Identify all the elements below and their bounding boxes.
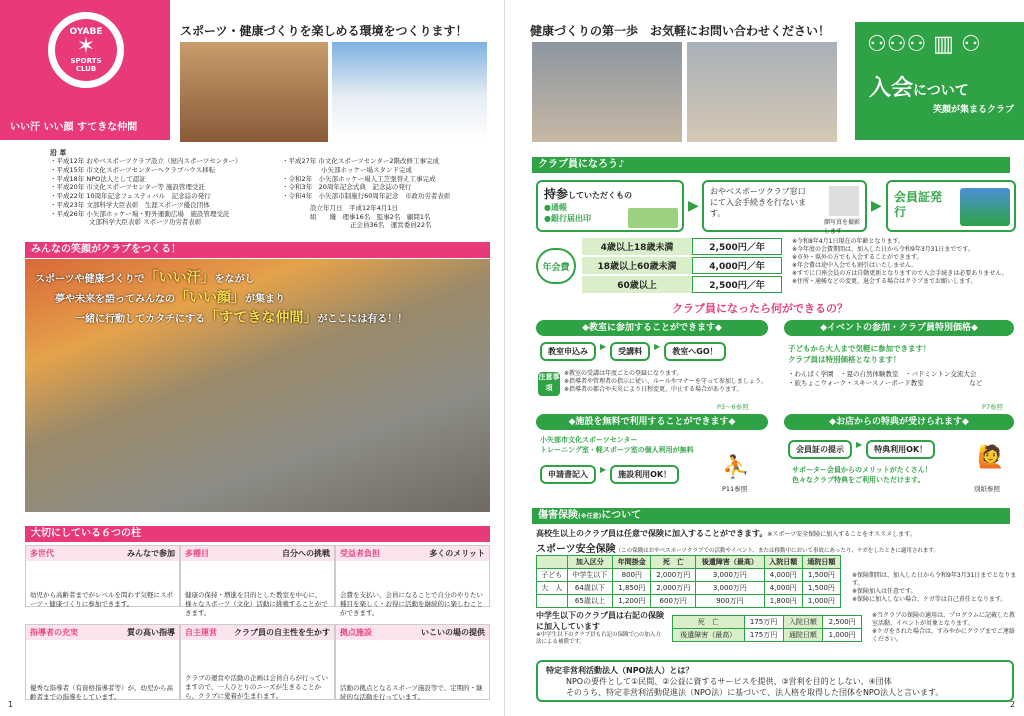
insurance-line: 高校生以上のクラブ員は任意で保険に加入することができます。※スポーツ安全保険に加入することをオススメします。 <box>536 529 916 538</box>
shop-steps: 会員証の提示 ▶ 特典利用OK！ <box>788 440 935 459</box>
facility-ref: P11参照 <box>722 485 748 493</box>
history-item: ・平成12年 おやベスポーツクラブ設立（屋内スポーツセンター） <box>50 157 242 165</box>
bankbook-icon <box>628 208 678 228</box>
history-item: ・平成23年 文部科学大臣表彰 生涯スポーツ優良団体 <box>50 200 210 209</box>
facility-title: ◆施設を無料で利用することができます◆ <box>536 414 768 430</box>
portrait-icon <box>829 186 859 216</box>
history-item: ・令和4年 小矢部市制施行60周年記念 市政功労者表彰 <box>282 192 451 201</box>
npo-line-2: そのうち、特定非営利活動促進法（NPO法）に基づいて、法人格を取得した団体をNPO法人と言います。 <box>566 688 944 697</box>
join-title-small: について <box>913 83 969 99</box>
card-raise-icon: 🙋 <box>977 445 1005 470</box>
pillar-card: 拠点施設 いこいの場の提供 活動の拠点となるスポーツ施設等で、定期的・継続的な活動を行っています。 <box>335 624 490 700</box>
runner-icon: ✶ <box>76 34 96 59</box>
left-headline: スポーツ・健康づくりを楽しめる環境をつくります！ <box>180 24 468 38</box>
members: 正会員36名 運営委員22名 <box>350 221 432 230</box>
history-item: ・平成18年 NPO法人として認証 <box>50 174 146 183</box>
history-item: ・平成27年 市文化スポーツセンター2階改修工事完成 <box>282 157 439 165</box>
page-number: 1 <box>8 700 14 709</box>
insurance-plan: スポーツ安全保険（この保険はおやベスポーツクラブでの活動やイベント、または移動中において事故にあったり、ケガをしたときに適用されます。 <box>536 544 939 555</box>
class-steps: 教室申込み ▶ 受講料 ▶ 教室へGO！ <box>540 342 726 361</box>
right-page <box>512 0 1024 716</box>
facility-steps: 申請書記入 ▶ 施設利用OK！ <box>540 465 679 484</box>
right-headline: 健康づくりの第一歩 お気軽にお問い合わせください！ <box>530 24 831 38</box>
facility-lines: 小矢部市文化スポーツセンター トレーニング室・軽スポーツ室の個人利用が無料 <box>540 436 694 454</box>
history-item: 文部科学大臣表彰 スポーツ功労者表彰 <box>50 218 202 227</box>
pillar-card: 受益者負担 多くのメリット 会費を支払い、会員になることで自分のやりたい種目を楽しく・お得に活動を継続的に楽しむことができます。 <box>335 545 490 607</box>
join-block <box>855 22 1024 140</box>
logo-top: OYABE <box>69 27 103 37</box>
bring-box: 持参していただくもの ●通帳 ●銀行届出印 <box>536 180 684 232</box>
slogan-line-3: 一緒に行動してカタチにする「すてきな仲間」がここには有る！！ <box>75 310 408 326</box>
club-insurance-side: ※当クラブの保険の適用は、プログラムに記載した教室活動、イベントが対象となります。 ※ケガをされた場合は、すみやかにクラブまでご連絡ください。 <box>872 612 1015 644</box>
founded-date: 設立年月日 平成12年4月1日 <box>310 203 399 212</box>
left-page <box>0 0 505 716</box>
club-logo <box>48 12 124 88</box>
insurance-side-notes: ※保険期間は、加入した日から令和9年3月31日までとなります。 ※保険加入は任意です。 ※保険に加入しない場合、ケガ等は自己責任となります。 <box>852 572 1017 604</box>
fee-table: 4歳以上18歳未満 2,500円／年 18歳以上60歳未満 4,000円／年 60歳以上 2,500円／年 <box>582 238 782 293</box>
shop-title: ◆お店からの特典が受けられます◆ <box>784 414 1014 430</box>
join-title-big: 入会 <box>869 76 914 101</box>
event-items: ・わんぱく学園 ・夏の自然体験教室 ・バドミントン交流大会 ・旅ちょこウォーク・スキースノーボード教室 など <box>788 370 983 387</box>
npo-line-1: NPOの要件として①民間、②公益に資するサービスを提供、③営利を目的としない、④団体 <box>566 677 892 686</box>
people-icon: ⚇⚇⚇ ▥ ⚇ <box>867 32 981 57</box>
class-title: ◆教室に参加することができます◆ <box>536 320 768 336</box>
treadmill-icon: ⛹ <box>722 455 750 480</box>
organization: 組 織 理事16名 監事2名 顧問1名 <box>310 212 431 221</box>
insurance-banner: 傷害保険(※任意)について <box>532 508 1010 524</box>
class-ref: P3～6参照 <box>717 403 749 411</box>
member-card-icon <box>960 188 1010 226</box>
logo-block <box>0 0 170 140</box>
ski-photo <box>332 42 487 142</box>
group-photo <box>25 259 490 512</box>
shop-lines: サポーター会員からのメリットがたくさん！ 色々なクラブ特典をご利用いただけます。 <box>792 466 932 484</box>
history-list-b <box>282 157 497 230</box>
club-insurance-table: 死 亡 175万円 入院日額 2,500円 後遺障害（最高） 175万円 通院日額 1,000円 <box>672 615 862 642</box>
history-item: ・令和2年 小矢部ホッケー場人工芝張替え工事完成 <box>282 174 436 183</box>
pillars-banner: 大切にしている６つの柱 <box>25 526 490 542</box>
pillar-card: 自主運営 クラブ員の自主性を生かす クラブの運営や活動の企画は会員自らが行っていますので、一人ひとりのニーズが生きることから、クラブに愛着が生まれます。 <box>180 624 335 700</box>
history-item: 小矢部ホッケー場スタンド完成 <box>282 165 412 174</box>
pillar-card: 多種目 自分への挑戦 健康の保持・増進を目的とした教室を中心に、様々なスポーツ（文化）活動に挑戦することができます。 <box>180 545 335 607</box>
fee-notes: ※令和8年4月1日現在の年齢となります。 ※今年度の会費期間は、加入した日から令和9年3月31日までです。 ※市外・県外の方でも入会することができます。 ※年会費は途中入会でも割引はいたしません。 ※すでに口座会員の方は自動更新となりますので入会手続きは必要ありません。 ※住所・通帳などの変更、退会する場合はクラブまでお願いします。 <box>792 238 1008 286</box>
can-do-title: クラブ員になったら何ができるの？ <box>672 302 848 315</box>
npo-title: 特定非営利活動法人（NPO法人）とは？ <box>546 666 694 675</box>
pillar-card: 指導者の充実 質の高い指導 優秀な指導者（有資格指導者等）が、幼児から高齢者までの指導をしています。 <box>25 624 180 700</box>
club-tagline: いい汗 いい顔 すてきな仲間 <box>10 122 138 133</box>
page-number: 2 <box>1010 700 1016 709</box>
members-photo-2 <box>687 42 837 142</box>
slogan-line-2: 夢や未来を語ってみんなの「いい顔」が集まり <box>55 290 285 306</box>
logo-mid: SPORTS <box>70 57 102 65</box>
history-list-a <box>50 157 280 227</box>
card-box: 会員証発行 <box>886 180 1016 232</box>
history-title: 沿 革 <box>50 149 67 157</box>
club-insurance-note: ※中学生以下のクラブ員も右記の保険で○の加入方法による補償です。 <box>536 632 661 646</box>
event-title: ◆イベントの参加・クラブ員特別価格◆ <box>784 320 1014 336</box>
members-photo-1 <box>532 42 682 142</box>
logo-bottom: CLUB <box>75 65 97 73</box>
bring-item: ●銀行届出印 <box>544 214 591 223</box>
bring-item: ●通帳 <box>544 203 567 212</box>
history-item: ・平成15年 市文化スポーツセンターへクラブハウス移転 <box>50 165 216 174</box>
history-item: ・平成20年 市文化スポーツセンター等 施設管理受託 <box>50 183 205 192</box>
club-insurance-title: 中学生以下のクラブ員は右記の保険に加入しています <box>536 611 664 631</box>
fee-label: 年会費 <box>536 248 576 284</box>
reception-box: おやベスポーツクラブ窓口にて入会手続きを行ないます。 顔写真を撮影します <box>702 180 867 232</box>
pillar-card: 多世代 みんなで参加 幼児から高齢者までがレベルを問わず気軽にスポーツ・健康づくりに参加できます。 <box>25 545 180 607</box>
note-label: 注意事項 <box>538 372 560 396</box>
history-item: ・平成22年 10周年記念フェスティバル 記念誌の発行 <box>50 192 211 201</box>
history-item: ・令和3年 20周年記念式典 記念誌の発行 <box>282 183 412 192</box>
slogan-line-1: スポーツや健康づくりで「いい汗」をながし <box>35 270 255 286</box>
history-item: ・平成26年 小矢部ホッケー場・野外運動広場 施設管理受託 <box>50 209 230 218</box>
join-sub: 笑顔が集まるクラブ <box>932 105 1014 115</box>
shop-ref: 別紙参照 <box>974 485 1000 493</box>
event-ref: P7参照 <box>982 403 1004 411</box>
class-notes: ※教室の受講は年度ごとの登録になります。 ※指導者や管理者の指示に従い、ルールやマナーを守って参加しましょう。 ※指導者の都合や天災により日程変更、中止する場合があります。 <box>564 370 767 394</box>
insurance-table: 加入区分 年間掛金 死 亡 後遺障害（最高） 入院日額 通院日額 子ども 中学生以下 800円 2,000万円 3,000万円 4,000円 1,500円 大 人 64歳以下 1,850円 2,000万円 3,000万円 4,000円 1,500円 65歳以上 1,200円 600万円 900万円 1,800円 1,000円 <box>536 555 841 608</box>
smile-banner: みんなの笑顔がクラブをつくる！ <box>25 242 490 258</box>
arrow-icon: ▶ <box>688 198 699 214</box>
mascot-photo <box>180 42 328 142</box>
event-lines: 子どもから大人まで気軽に参加できます！ クラブ員は特別価格となります！ <box>788 344 931 364</box>
arrow-icon: ▶ <box>871 198 882 214</box>
npo-box <box>536 660 1014 702</box>
become-banner: クラブ員になろう♪ <box>532 157 1010 173</box>
